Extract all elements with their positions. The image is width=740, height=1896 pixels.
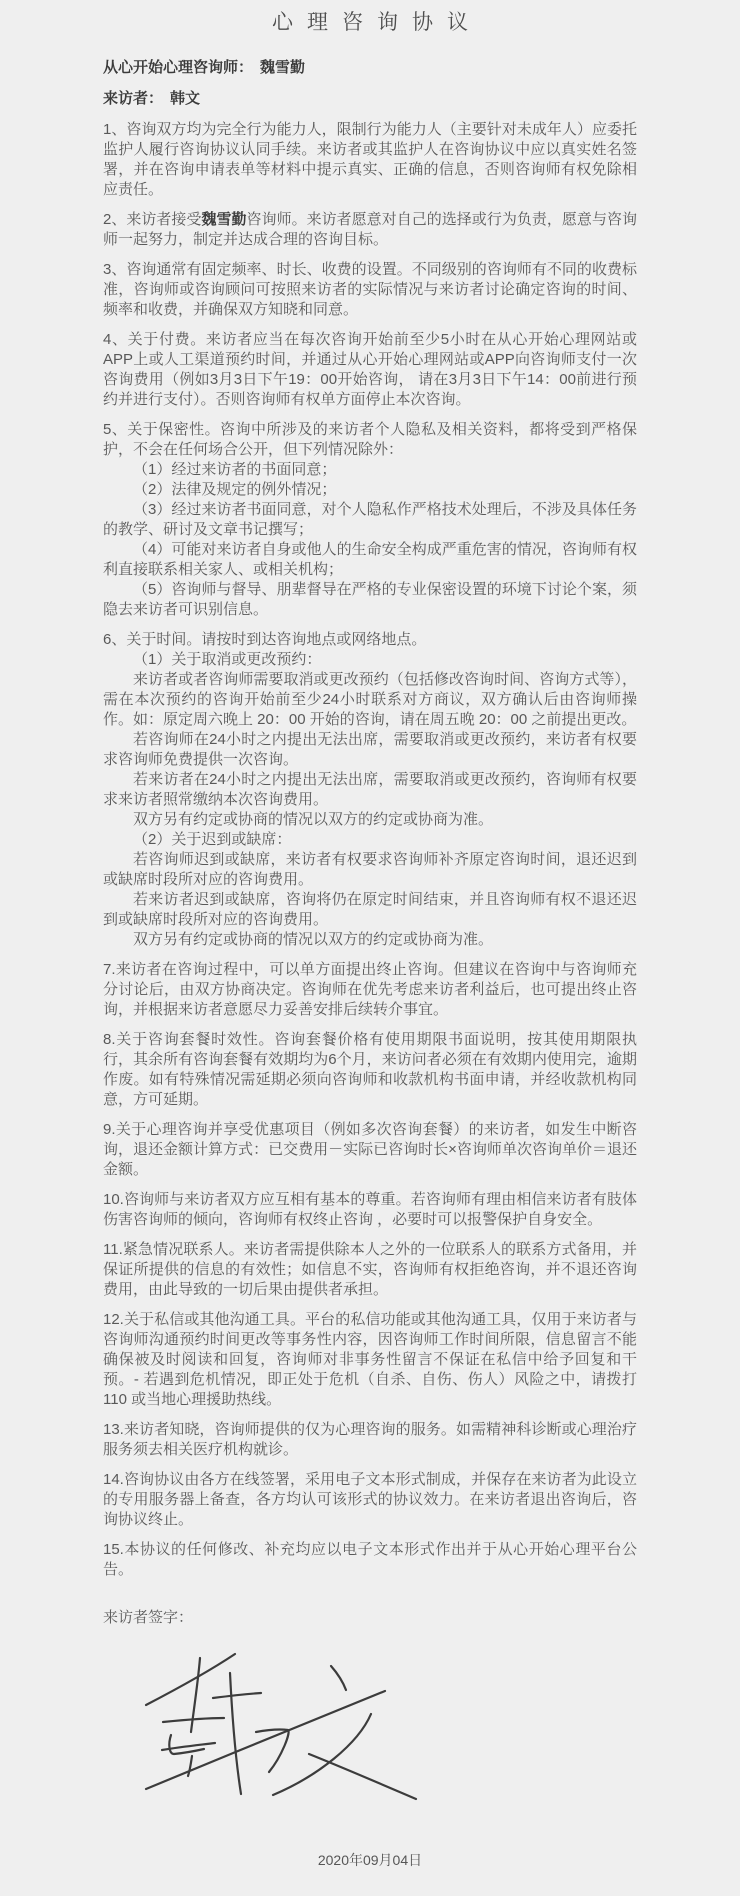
clause-paragraph: 4、关于付费。来访者应当在每次咨询开始前至少5小时在从心开始心理网站或APP上或人工渠道预约时间，并通过从心开始心理网站或APP向咨询师支付一次咨询费用（例如3月3日下午19：00开始咨询， 请在3月3日下午14：00前进行预约并进行支付）。否则咨询师有权单方面停止本次咨询。: [103, 331, 637, 408]
visitor-label: 来访者：: [103, 90, 164, 107]
clause-paragraph: 11.紧急情况联系人。来访者需提供除本人之外的一位联系人的联系方式备用，并保证所提供的信息的有效性；如信息不实，咨询师有权拒绝咨询，并不退还咨询费用，由此导致的一切后果由提供者承担。: [103, 1241, 637, 1298]
page-title: 心理咨询协议: [272, 11, 482, 34]
clause-subparagraph: （3）经过来访者书面同意，对个人隐私作严格技术处理后，不涉及具体任务的教学、研讨及文章书记撰写；: [103, 501, 637, 538]
clause-subparagraph: 双方另有约定或协商的情况以双方的约定或协商为准。: [133, 931, 494, 948]
clause-subparagraph: 若来访者迟到或缺席，咨询将仍在原定时间结束，并且咨询师有权不退还迟到或缺席时段所对应的咨询费用。: [103, 891, 637, 928]
clause-paragraph: 8.关于咨询套餐时效性。咨询套餐价格有使用期限书面说明，按其使用期限执行，其余所有咨询套餐有效期均为6个月，来访问者必须在有效期内使用完，逾期作废。如有特殊情况需延期必须向咨询师和收款机构书面申请，并经收款机构同意，方可延期。: [103, 1031, 637, 1108]
clause-paragraph: 7.来访者在咨询过程中，可以单方面提出终止咨询。但建议在咨询中与咨询师充分讨论后，由双方协商决定。咨询师在优先考虑来访者利益后，也可提出终止咨询，并根据来访者意愿尽力妥善安排后续转介事宜。: [103, 961, 637, 1018]
counselor-name: 魏雪勤: [260, 59, 306, 76]
clause-paragraph: 3、咨询通常有固定频率、时长、收费的设置。不同级别的咨询师有不同的收费标准，咨询师或咨询顾问可按照来访者的实际情况与来访者讨论确定咨询的时间、频率和收费，并确保双方知晓和同意。: [103, 261, 637, 318]
clause-paragraph: 13.来访者知晓，咨询师提供的仅为心理咨询的服务。如需精神科诊断或心理治疗服务须去相关医疗机构就诊。: [103, 1421, 637, 1458]
clause-subparagraph: （1）经过来访者的书面同意；: [133, 461, 337, 478]
clause-subparagraph: 若来访者在24小时之内提出无法出席，需要取消或更改预约，咨询师有权要求来访者照常缴纳本次咨询费用。: [103, 771, 637, 808]
clause-paragraph: 9.关于心理咨询并享受优惠项目（例如多次咨询套餐）的来访者，如发生中断咨询，退还金额计算方式：已交费用－实际已咨询时长×咨询师单次咨询单价＝退还金额。: [103, 1121, 637, 1178]
clause-subparagraph: 来访者或者咨询师需要取消或更改预约（包括修改咨询时间、咨询方式等），需在本次预约的咨询开始前至少24小时联系对方商议，双方确认后由咨询师操作。如：原定周六晚上 20：00 开始的咨询，请在周五晚 20：00 之前提出更改。: [103, 671, 637, 728]
signature-label: 来访者签字：: [103, 1609, 194, 1626]
clause-paragraph: 2、来访者接受魏雪勤咨询师。来访者愿意对自己的选择或行为负责，愿意与咨询师一起努力，制定并达成合理的咨询目标。: [103, 211, 637, 248]
signed-date: 2020年09月04日: [317, 1852, 423, 1868]
agreement-clauses: [103, 120, 637, 1580]
clause-paragraph: 1、咨询双方均为完全行为能力人，限制行为能力人（主要针对未成年人）应委托监护人履行咨询协议认同手续。来访者或其监护人在咨询协议中应以真实姓名签署，并在咨询申请表单等材料中提示真实、正确的信息，否则咨询师有权免除相应责任。: [103, 121, 637, 198]
clause-paragraph: 15.本协议的任何修改、补充均应以电子文本形式作出并于从心开始心理平台公告。: [103, 1541, 637, 1578]
counselor-label: 从心开始心理咨询师：: [103, 59, 254, 76]
clause-subparagraph: 双方另有约定或协商的情况以双方的约定或协商为准。: [133, 811, 494, 828]
clause-paragraph: 12.关于私信或其他沟通工具。平台的私信功能或其他沟通工具，仅用于来访者与咨询师沟通预约时间更改等事务性内容，因咨询师工作时间所限，信息留言不能确保被及时阅读和回复，咨询师对非事务性留言不保证在私信中给予回复和干预。- 若遇到危机情况，即正处于危机（自杀、自伤、伤人）风险之中，请拨打 110 或当地心理援助热线。: [103, 1311, 637, 1408]
clause-paragraph: 10.咨询师与来访者双方应互相有基本的尊重。若咨询师有理由相信来访者有肢体伤害咨询师的倾向，咨询师有权终止咨询 ，必要时可以报警保护自身安全。: [103, 1191, 637, 1228]
visitor-signature: [113, 1644, 637, 1816]
clause-subparagraph: 若咨询师迟到或缺席，来访者有权要求咨询师补齐原定咨询时间，退还迟到或缺席时段所对应的咨询费用。: [103, 851, 637, 888]
visitor-name: 韩文: [170, 90, 201, 107]
visitor-line: [103, 89, 637, 109]
clause-subparagraph: 若咨询师在24小时之内提出无法出席，需要取消或更改预约，来访者有权要求咨询师免费提供一次咨询。: [103, 731, 637, 768]
clause-subparagraph: （2）关于迟到或缺席：: [133, 831, 292, 848]
clause-subparagraph: （5）咨询师与督导、朋辈督导在严格的专业保密设置的环境下讨论个案，须隐去来访者可识别信息。: [103, 581, 637, 618]
signature-drawing-icon: [113, 1644, 453, 1816]
clause-paragraph: 6、关于时间。请按时到达咨询地点或网络地点。: [103, 631, 427, 648]
counselor-line: [103, 58, 637, 78]
clause-subparagraph: （2）法律及规定的例外情况；: [133, 481, 337, 498]
clause-subparagraph: （4）可能对来访者自身或他人的生命安全构成严重危害的情况，咨询师有权利直接联系相关家人、或相关机构；: [103, 541, 637, 578]
clause-paragraph: 5、关于保密性。咨询中所涉及的来访者个人隐私及相关资料，都将受到严格保护，不会在任何场合公开，但下列情况除外：: [103, 421, 637, 458]
clause-paragraph: 14.咨询协议由各方在线签署，采用电子文本形式制成，并保存在来访者为此设立的专用服务器上备查，各方均认可该形式的协议效力。在来访者退出咨询后，咨询协议终止。: [103, 1471, 637, 1528]
clause-subparagraph: （1）关于取消或更改预约：: [133, 651, 322, 668]
